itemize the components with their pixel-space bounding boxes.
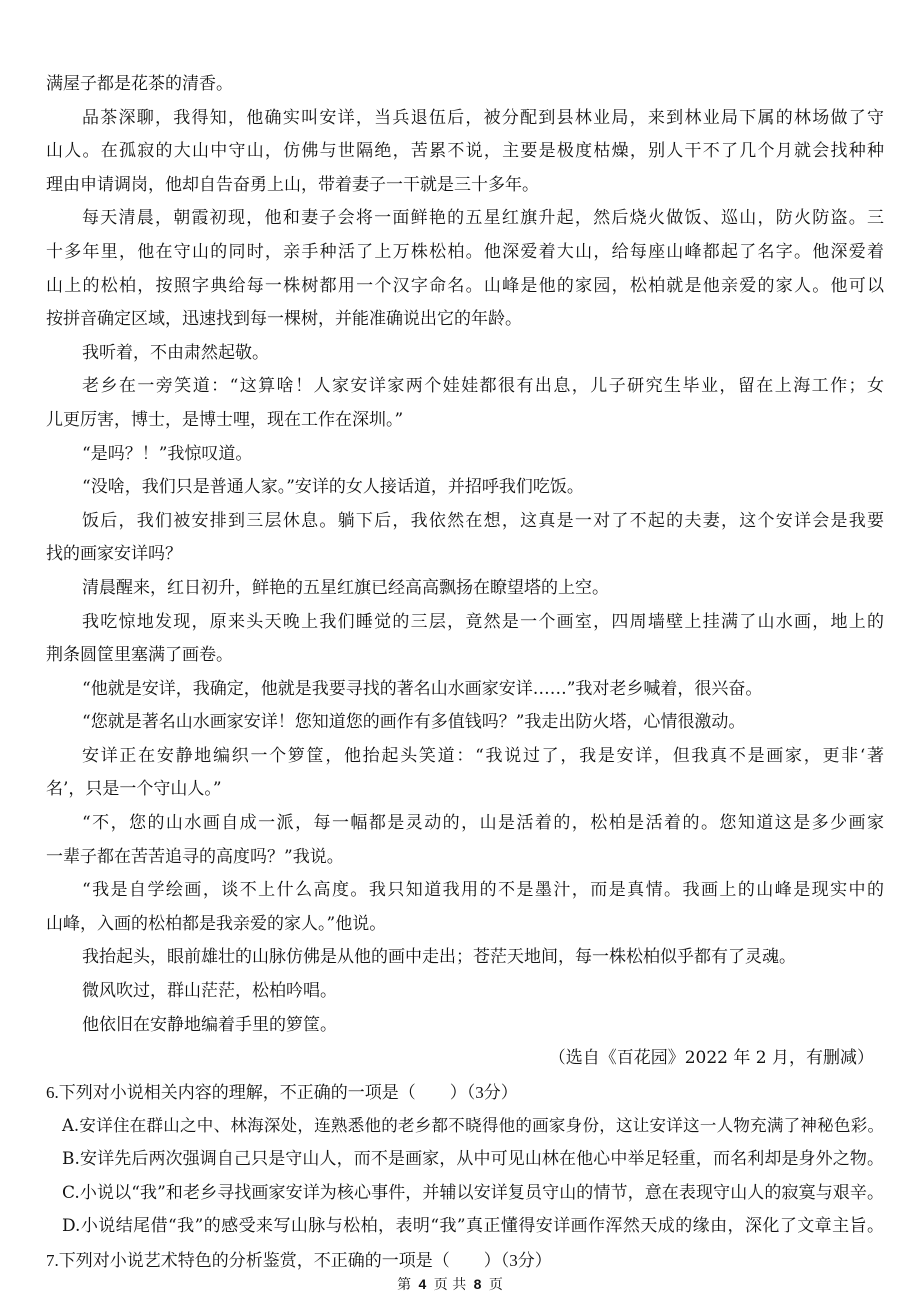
story-line: 找的画家安详吗？	[46, 544, 182, 565]
story-line: “他就是安详，我确定，他就是我要寻找的著名山水画家安详……”我对老乡喊着，很兴奋。	[82, 678, 763, 699]
question-6-option-a: A.安详住在群山之中、林海深处，连熟悉他的老乡都不晓得他的画家身份，这让安详这一人物充满了神秘色彩。	[62, 1116, 884, 1136]
story-line: 儿更厉害，博士，是博士哩，现在工作在深圳。”	[46, 409, 404, 430]
story-line: 他依旧在安静地编着手里的箩筐。	[82, 1014, 337, 1035]
question-6-option-d: D.小说结尾借“我”的感受来写山脉与松柏，表明“我”真正懂得安详画作浑然天成的缘由，深化了文章主旨。	[62, 1216, 884, 1237]
total-pages-number: 8	[473, 1276, 482, 1292]
story-line: 清晨醒来，红日初升，鲜艳的五星红旗已经高高飘扬在瞭望塔的上空。	[82, 577, 609, 598]
story-line: 按拼音确定区域，迅速找到每一棵树，并能准确说出它的年龄。	[46, 309, 522, 330]
footer-prefix: 第	[397, 1277, 412, 1293]
story-line: 微风吹过，群山茫茫，松柏吟唱。	[82, 981, 337, 1002]
question-6-stem: 6.下列对小说相关内容的理解，不正确的一项是（ ）（3分）	[46, 1082, 518, 1102]
story-line: 老乡在一旁笑道：“这算啥！人家安详家两个娃娃都很有出息，儿子研究生毕业，留在上海工作；女	[82, 376, 884, 397]
story-line: 山人。在孤寂的大山中守山，仿佛与世隔绝，苦累不说，主要是极度枯燥，别人干不了几个月就会找种种	[46, 141, 884, 162]
footer-middle: 页 共	[433, 1277, 467, 1293]
story-line: 荆条圆筐里塞满了画卷。	[46, 645, 233, 666]
story-line: 十多年里，他在守山的同时，亲手种活了上万株松柏。他深爱着大山，给每座山峰都起了名字。他深爱着	[46, 241, 884, 262]
story-line: “没啥，我们只是普通人家。”安详的女人接话道，并招呼我们吃饭。	[82, 477, 584, 498]
footer-suffix: 页	[488, 1277, 503, 1293]
question-6-option-c: C.小说以“我”和老乡寻找画家安详为核心事件，并辅以安详复员守山的情节，意在表现守山人的寂寞与艰辛。	[62, 1182, 884, 1203]
story-line: 饭后，我们被安排到三层休息。躺下后，我依然在想，这真是一对了不起的夫妻，这个安详会是我要	[82, 510, 884, 531]
page-footer	[0, 1274, 900, 1295]
story-line: 名’，只是一个守山人。”	[46, 779, 222, 800]
story-line: “我是自学绘画，谈不上什么高度。我只知道我用的不是墨汁，而是真情。我画上的山峰是现实中的	[82, 880, 884, 901]
story-line: 满屋子都是花茶的清香。	[46, 74, 233, 94]
story-line: 一辈子都在苦苦追寻的高度吗？”我说。	[46, 846, 344, 867]
story-line: 山峰，入画的松柏都是我亲爱的家人。”他说。	[46, 913, 387, 934]
story-line: 山上的松柏，按照字典给每一株树都用一个汉字命名。山峰是他的家园，松柏就是他亲爱的家人。他可以	[46, 275, 884, 296]
question-7-stem: 7.下列对小说艺术特色的分析鉴赏，不正确的一项是（ ）（3分）	[46, 1250, 552, 1270]
current-page-number: 4	[418, 1276, 427, 1292]
story-line: “是吗？！”我惊叹道。	[82, 443, 253, 464]
story-line: “您就是著名山水画家安详！您知道您的画作有多值钱吗？”我走出防火塔，心情很激动。	[82, 712, 746, 733]
story-line: 品茶深聊，我得知，他确实叫安详，当兵退伍后，被分配到县林业局，来到林业局下属的林场做了守	[82, 107, 884, 128]
story-line: 安详正在安静地编织一个箩筐，他抬起头笑道：“我说过了，我是安详，但我真不是画家，更非‘著	[82, 745, 884, 766]
question-6-option-b: B.安详先后两次强调自己只是守山人，而不是画家，从中可见山林在他心中举足轻重，而名利却是身外之物。	[62, 1149, 884, 1169]
story-line: 我吃惊地发现，原来头天晚上我们睡觉的三层，竟然是一个画室，四周墙壁上挂满了山水画，地上的	[82, 611, 884, 632]
story-text	[46, 68, 884, 1277]
source-citation: （选自《百花园》2022 年 2 月，有删减）	[548, 1048, 874, 1069]
story-line: 我听着，不由肃然起敬。	[82, 342, 269, 363]
story-line: 我抬起头，眼前雄壮的山脉仿佛是从他的画中走出；苍茫天地间，每一株松柏似乎都有了灵魂。	[82, 947, 796, 968]
story-line: 每天清晨，朝霞初现，他和妻子会将一面鲜艳的五星红旗升起，然后烧火做饭、巡山，防火防盗。三	[82, 208, 884, 229]
story-line: “不，您的山水画自成一派，每一幅都是灵动的，山是活着的，松柏是活着的。您知道这是多少画家	[82, 813, 884, 834]
story-line: 理由申请调岗，他却自告奋勇上山，带着妻子一干就是三十多年。	[46, 174, 539, 195]
